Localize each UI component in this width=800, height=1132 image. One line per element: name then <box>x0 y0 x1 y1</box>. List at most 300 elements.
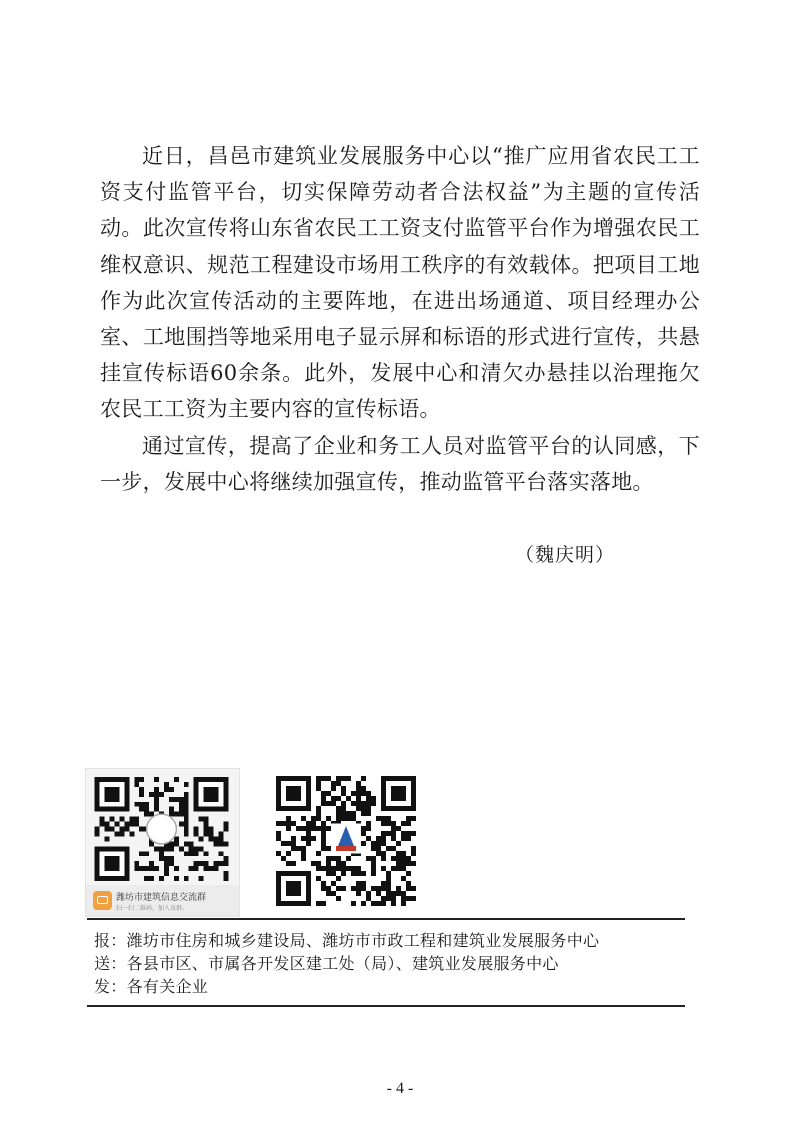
qr-module <box>139 787 144 792</box>
qr-module <box>326 826 331 831</box>
qr-module <box>301 851 306 856</box>
qr-module <box>331 796 336 801</box>
qr-module <box>346 776 351 781</box>
qr-module <box>184 807 189 812</box>
qr-module <box>371 861 376 866</box>
qr-module <box>361 776 366 781</box>
qr-module <box>134 866 139 871</box>
qr-module <box>139 792 144 797</box>
qr-module <box>296 826 301 831</box>
qr-module <box>144 812 149 817</box>
qr-module <box>371 841 376 846</box>
qr-module <box>396 826 401 831</box>
qr-module <box>164 861 169 866</box>
qr-module <box>316 826 321 831</box>
qr-module <box>356 891 361 896</box>
qr-module <box>401 866 406 871</box>
qr-module <box>214 866 219 871</box>
issue-to-line: 发：各有关企业 <box>94 977 209 996</box>
qr-module <box>316 781 321 786</box>
qr-module <box>105 836 110 841</box>
qr-module <box>331 786 336 791</box>
qr-module <box>321 791 326 796</box>
qr-module <box>386 891 391 896</box>
qr-module <box>164 782 169 787</box>
qr-module <box>291 861 296 866</box>
qr-module <box>154 866 159 871</box>
qr-module <box>223 822 228 827</box>
qr-module <box>189 866 194 871</box>
qr-module <box>401 861 406 866</box>
qr-module <box>336 796 341 801</box>
distribution-box <box>87 918 685 1007</box>
qr-module <box>411 861 416 866</box>
qr-module <box>204 822 209 827</box>
qr-module <box>321 866 326 871</box>
qr-module <box>336 896 341 901</box>
qr-module <box>306 831 311 836</box>
qr-module <box>401 851 406 856</box>
qr-module <box>356 801 361 806</box>
qr-module <box>301 836 306 841</box>
qr-module <box>100 822 105 827</box>
qr-module <box>169 856 174 861</box>
qr-module <box>346 816 351 821</box>
qr-module <box>199 876 204 881</box>
qr-module <box>321 831 326 836</box>
qr-module <box>341 871 346 876</box>
qr-module <box>311 861 316 866</box>
qr-module <box>341 806 346 811</box>
qr-module <box>184 876 189 881</box>
qr-module <box>144 802 149 807</box>
qr-module <box>209 827 214 832</box>
qr-module <box>184 797 189 802</box>
qr-module <box>331 881 336 886</box>
qr-module <box>154 777 159 782</box>
qr-module <box>316 866 321 871</box>
qr-module <box>391 891 396 896</box>
qr-module <box>184 831 189 836</box>
qr-module <box>396 886 401 891</box>
qr-module <box>386 881 391 886</box>
qr-module <box>326 791 331 796</box>
qr-module <box>321 836 326 841</box>
qr-module <box>321 801 326 806</box>
qr-module <box>341 886 346 891</box>
qr-module <box>381 831 386 836</box>
qr-module <box>174 841 179 846</box>
qr-module <box>356 881 361 886</box>
qr-module <box>341 776 346 781</box>
qr-module <box>189 841 194 846</box>
report-to-line: 报：潍坊市住房和城乡建设局、潍坊市市政工程和建筑业发展服务中心 <box>94 931 600 950</box>
qr-module <box>296 846 301 851</box>
qr-module <box>331 891 336 896</box>
qr-module <box>194 831 199 836</box>
qr-module <box>189 846 194 851</box>
qr-module <box>401 836 406 841</box>
qr-module <box>381 866 386 871</box>
qr-module <box>381 901 386 906</box>
qr-module <box>105 822 110 827</box>
qr-module <box>336 861 341 866</box>
qr-module <box>286 841 291 846</box>
qr-module <box>169 846 174 851</box>
official-account-qr-code-icon <box>276 776 416 906</box>
qr-module <box>376 846 381 851</box>
qr-module <box>174 812 179 817</box>
qr-module <box>301 816 306 821</box>
qr-module <box>139 851 144 856</box>
qr-module <box>286 826 291 831</box>
qr-module <box>144 876 149 881</box>
qr-module <box>179 797 184 802</box>
qr-module <box>159 792 164 797</box>
qr-module <box>331 781 336 786</box>
qr-module <box>149 876 154 881</box>
qr-module <box>316 806 321 811</box>
qr-module <box>179 812 184 817</box>
qr-module <box>356 866 361 871</box>
qr-module <box>351 901 356 906</box>
qr-module <box>381 836 386 841</box>
qr-module <box>184 851 189 856</box>
qr-module <box>199 846 204 851</box>
qr-module <box>391 846 396 851</box>
qr-module <box>351 811 356 816</box>
qr-module <box>361 791 366 796</box>
qr-module <box>179 802 184 807</box>
qr-module <box>321 846 326 851</box>
qr-module <box>321 841 326 846</box>
qr-module <box>376 891 381 896</box>
qr-module <box>376 886 381 891</box>
qr-module <box>411 846 416 851</box>
qr-module <box>411 816 416 821</box>
group-chat-icon <box>93 891 112 910</box>
qr-module <box>311 816 316 821</box>
qr-module <box>209 866 214 871</box>
qr-module <box>321 796 326 801</box>
qr-module <box>204 866 209 871</box>
qr-module <box>341 791 346 796</box>
qr-module <box>184 792 189 797</box>
qr-module <box>361 881 366 886</box>
qr-module <box>321 821 326 826</box>
qr-module <box>406 856 411 861</box>
qr-module <box>164 871 169 876</box>
qr-module <box>184 841 189 846</box>
page-number: - 4 - <box>386 1080 414 1097</box>
qr-module <box>366 791 371 796</box>
qr-module <box>164 846 169 851</box>
qr-module <box>346 866 351 871</box>
qr-module <box>386 831 391 836</box>
qr-module <box>306 821 311 826</box>
qr-module <box>326 866 331 871</box>
qr-module <box>336 856 341 861</box>
qr-module <box>346 856 351 861</box>
qr-module <box>406 821 411 826</box>
qr-module <box>411 896 416 901</box>
qr-module <box>396 866 401 871</box>
qr-module <box>95 831 100 836</box>
qr-module <box>291 841 296 846</box>
qr-module <box>291 821 296 826</box>
qr-module <box>376 836 381 841</box>
qr-module <box>159 876 164 881</box>
qr-module <box>411 831 416 836</box>
qr-module <box>371 901 376 906</box>
qr-module <box>371 871 376 876</box>
qr-finder-pattern <box>286 786 301 801</box>
qr-module <box>336 781 341 786</box>
qr-module <box>396 851 401 856</box>
qr-module <box>391 821 396 826</box>
qr-module <box>276 851 281 856</box>
qr-module <box>366 811 371 816</box>
qr-module <box>286 816 291 821</box>
qr-module <box>306 836 311 841</box>
qr-module <box>351 871 356 876</box>
qr-module <box>214 836 219 841</box>
qr-module <box>144 851 149 856</box>
qr-module <box>164 866 169 871</box>
qr-module <box>326 776 331 781</box>
qr-module <box>204 851 209 856</box>
qr-module <box>306 841 311 846</box>
qr-module <box>281 821 286 826</box>
qr-module <box>341 801 346 806</box>
qr-module <box>194 846 199 851</box>
qr-module <box>401 856 406 861</box>
qr-module <box>401 896 406 901</box>
wechat-group-qr-card <box>85 768 240 917</box>
qr-module <box>301 846 306 851</box>
qr-module <box>194 861 199 866</box>
qr-module <box>396 856 401 861</box>
qr-module <box>326 891 331 896</box>
qr-module <box>316 816 321 821</box>
qr-module <box>169 787 174 792</box>
qr-finder-pattern <box>105 856 120 871</box>
qr-module <box>184 802 189 807</box>
qr-module <box>218 861 223 866</box>
qr-module <box>371 846 376 851</box>
qr-module <box>351 866 356 871</box>
qr-module <box>276 821 281 826</box>
qr-module <box>341 786 346 791</box>
qr-module <box>381 896 386 901</box>
qr-module <box>396 841 401 846</box>
qr-module <box>401 901 406 906</box>
qr-module <box>406 831 411 836</box>
qr-module <box>114 822 119 827</box>
article-body <box>100 138 700 500</box>
qr-module <box>386 816 391 821</box>
qr-module <box>321 826 326 831</box>
qr-module <box>391 856 396 861</box>
author-signature: （魏庆明） <box>515 544 616 566</box>
article-paragraph-1: 近日，昌邑市建筑业发展服务中心以“推广应用省农民工工资支付监管平台，切实保障劳动者合法权益”为主题的宣传活动。此次宣传将山东省农民工工资支付监管平台作为增强农民工维权意识、规范工程建设市场用工秩序的有效载体。把项目工地作为此次宣传活动的主要阵地，在进出场通道、项目经理办公室、工地围挡等地采用电子显示屏和标语的形式进行宣传，共悬挂宣传标语60余条。此外，发展中心和清欠办悬挂以治理拖欠农民工工资为主要内容的宣传标语。 <box>100 144 700 422</box>
qr-module <box>326 871 331 876</box>
qr-module <box>356 796 361 801</box>
qr-module <box>411 886 416 891</box>
qr-module <box>134 817 139 822</box>
qr-module <box>371 796 376 801</box>
qr-module <box>361 801 366 806</box>
qr-module <box>376 816 381 821</box>
qr-module <box>119 827 124 832</box>
qr-module <box>391 826 396 831</box>
qr-module <box>204 827 209 832</box>
qr-module <box>223 861 228 866</box>
qr-module <box>159 846 164 851</box>
qr-module <box>301 856 306 861</box>
qr-module <box>134 802 139 807</box>
qr-module <box>326 816 331 821</box>
qr-module <box>218 851 223 856</box>
qr-finder-pattern <box>204 787 219 802</box>
qr-module <box>124 827 129 832</box>
qr-module <box>341 866 346 871</box>
qr-module <box>119 831 124 836</box>
qr-module <box>184 817 189 822</box>
qr-module <box>341 816 346 821</box>
qr-module <box>366 896 371 901</box>
qr-module <box>139 827 144 832</box>
qr-module <box>184 812 189 817</box>
qr-module <box>361 831 366 836</box>
qr-module <box>164 787 169 792</box>
qr-module <box>326 886 331 891</box>
qr-module <box>356 791 361 796</box>
qr-module <box>401 821 406 826</box>
qr-module <box>311 826 316 831</box>
qr-module <box>406 896 411 901</box>
qr-module <box>154 846 159 851</box>
qr-module <box>406 886 411 891</box>
qr-module <box>341 861 346 866</box>
qr-module <box>396 861 401 866</box>
qr-module <box>199 817 204 822</box>
qr-module <box>144 807 149 812</box>
qr-module <box>386 871 391 876</box>
qr-module <box>381 856 386 861</box>
qr-module <box>401 876 406 881</box>
qr-module <box>321 901 326 906</box>
qr-module <box>326 801 331 806</box>
qr-module <box>316 876 321 881</box>
qr-module <box>396 891 401 896</box>
qr-module <box>139 807 144 812</box>
qr-module <box>336 776 341 781</box>
qr-module <box>331 866 336 871</box>
qr-module <box>179 846 184 851</box>
qr-module <box>391 896 396 901</box>
qr-module <box>356 886 361 891</box>
qr-module <box>321 881 326 886</box>
group-hint: 扫一扫二维码，加入该群。 <box>116 905 189 912</box>
qr-module <box>366 836 371 841</box>
qr-module <box>406 816 411 821</box>
qr-module <box>134 777 139 782</box>
qr-module <box>174 866 179 871</box>
qr-module <box>194 827 199 832</box>
qr-module <box>286 821 291 826</box>
qr-module <box>391 836 396 841</box>
qr-module <box>286 861 291 866</box>
qr-module <box>316 901 321 906</box>
qr-module <box>326 846 331 851</box>
qr-module <box>326 856 331 861</box>
qr-module <box>291 846 296 851</box>
qr-module <box>139 777 144 782</box>
qr-module <box>391 901 396 906</box>
qr-module <box>356 871 361 876</box>
qr-module <box>139 866 144 871</box>
qr-module <box>366 821 371 826</box>
qr-module <box>351 801 356 806</box>
qr-module <box>356 781 361 786</box>
qr-module <box>114 831 119 836</box>
qr-module <box>326 861 331 866</box>
group-qr-code-icon <box>94 777 229 881</box>
qr-module <box>381 851 386 856</box>
qr-module <box>129 831 134 836</box>
qr-module <box>129 817 134 822</box>
qr-module <box>371 856 376 861</box>
qr-finder-pattern <box>105 787 120 802</box>
qr-module <box>223 856 228 861</box>
qr-module <box>381 816 386 821</box>
qr-module <box>105 827 110 832</box>
qr-module <box>381 881 386 886</box>
qr-module <box>406 861 411 866</box>
qr-module <box>316 786 321 791</box>
qr-module <box>100 817 105 822</box>
qr-module <box>204 861 209 866</box>
qr-module <box>391 866 396 871</box>
qr-module <box>179 822 184 827</box>
qr-module <box>276 836 281 841</box>
qr-module <box>218 841 223 846</box>
qr-module <box>154 797 159 802</box>
qr-module <box>361 871 366 876</box>
qr-module <box>376 901 381 906</box>
qr-module <box>386 896 391 901</box>
qr-module <box>218 831 223 836</box>
qr-module <box>110 827 115 832</box>
qr-module <box>169 797 174 802</box>
qr-card-footer <box>86 885 239 916</box>
qr-module <box>366 801 371 806</box>
qr-module <box>149 861 154 866</box>
qr-module <box>346 796 351 801</box>
qr-module <box>159 851 164 856</box>
qr-module <box>361 806 366 811</box>
qr-module <box>149 866 154 871</box>
qr-module <box>129 822 134 827</box>
qr-module <box>223 876 228 881</box>
qr-module <box>199 836 204 841</box>
qr-module <box>361 901 366 906</box>
qr-module <box>351 886 356 891</box>
qr-module <box>223 827 228 832</box>
qr-module <box>311 836 316 841</box>
qr-module <box>401 831 406 836</box>
